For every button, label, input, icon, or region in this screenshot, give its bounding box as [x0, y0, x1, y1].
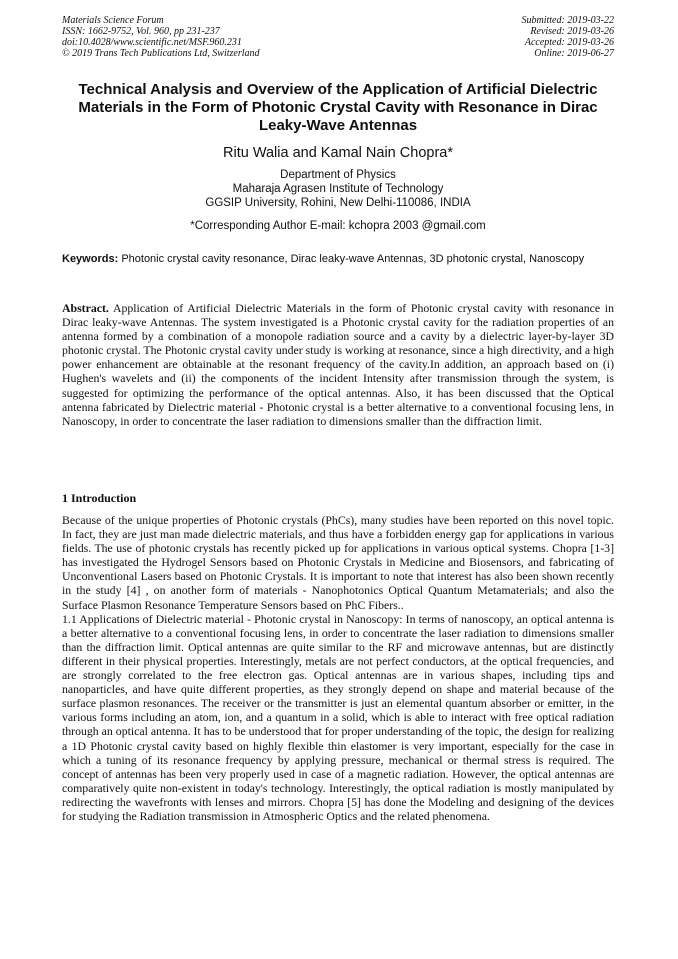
section-heading-introduction: 1 Introduction — [62, 491, 137, 505]
introduction-body — [62, 513, 614, 823]
abstract — [62, 301, 614, 428]
paper-authors: Ritu Walia and Kamal Nain Chopra* — [223, 145, 453, 161]
journal-copyright: © 2019 Trans Tech Publications Ltd, Switzerland — [62, 48, 260, 59]
date-accepted: Accepted: 2019-03-26 — [524, 37, 614, 48]
abstract-text: Application of Artificial Dielectric Materials in the form of Photonic crystal cavity with resonance in Dirac leaky-wave Antennas. The system investigated is a Photonic crystal cavity for the radiation properties of an antenna formed by a combination of a monopole radiation source and a cavity by a dielectric layer-by-layer 3D photonic crystal. The Photonic crystal cavity under study is working at resonance, since a high directivity, and a high power enhancement are obtainable at the resonant frequency of the cavity.In addition, an approach based on (i) Hughen's wavelets and (ii) the components of the incident Intensity after transmission through the system, is suggested for optimizing the performance of the optical antennas. Also, it has been discussed that the Optical antenna fabricated by Dielectric material - Photonic crystal is a better alternative to a conventional focusing lens, in Nanoscopy, in order to concentrate the laser radiation to dimensions smaller than the diffraction limit. — [62, 301, 614, 428]
affiliation-institute: Maharaja Agrasen Institute of Technology — [232, 183, 444, 195]
introduction-paragraph-2: 1.1 Applications of Dielectric material - Photonic crystal in Nanoscopy: In terms of nanoscopy, an optical antenna is a better alternative to a conventional focusing lens, in order to concentrate the laser radiation to dimensions smaller than the diffraction limit. Optical antennas are quite similar to the RF and microwave antennas, but are distinctly different in their physical properties. Interestingly, metals are not perfect conductors, at the optical frequencies, and are strongly correlated to the free electron gas. Optical antennas are in various shapes, including tips and nanoparticles, and have quite different properties, as they strongly depend on shape and material because of the surface plasmon resonances. The receiver or the transmitter is just an elemental quantum absorber or emitter, in the various forms including an atom, ion, and a quantum in a solid, which is able to interact with free optical radiation through an optical antenna. It has to be understood that for proper understanding of the topic, the design for realizing a 1D Photonic crystal cavity based on highly flexible thin elastomer is very important, especially for the case in which a tuning of its resonance frequency by applying pressure, mechanical or thermal stress is required. The concept of antennas has been very properly used in case of a magnetic radiation. However, the optical antennas are comparatively quite non-existent in today's technology. Interestingly, the optical radiation is mostly manipulated by redirecting the wavefronts with lenses and mirrors. Chopra [5] has done the Modeling and designing of the devices for studying the Radiation transmission in Atmospheric Optics and the related phenomena. — [62, 611, 614, 823]
corresponding-author: *Corresponding Author E-mail: kchopra 2003 @gmail.com — [190, 220, 486, 232]
journal-name: Materials Science Forum — [62, 15, 164, 26]
introduction-paragraph-1: Because of the unique properties of Photonic crystals (PhCs), many studies have been reported on this novel topic. In fact, they are just man made dielectric materials, and thus have a forbidden energy gap for applications in various fields. The use of photonic crystals has recently picked up for applications in various optical systems. Chopra [1-3] has investigated the Hydrogel Sensors based on Photonic Crystals in Medicine and Biosensors, and fabricating of Unconventional Lasers based on Photonic Crystals. It is important to note that interest has also been shown recently in the study [4] , on another form of materials - Nanophotonics Optical Quantum Metamaterials; and also the Surface Plasmon Resonance Temperature Sensors based on PhC Fibers.. — [62, 513, 614, 612]
affiliation — [62, 168, 614, 210]
keywords-text: Photonic crystal cavity resonance, Dirac leaky-wave Antennas, 3D photonic crystal, Nanoscopy — [121, 253, 585, 265]
date-revised: Revised: 2019-03-26 — [530, 26, 614, 37]
date-online: Online: 2019-06-27 — [534, 48, 614, 59]
journal-doi[interactable]: doi:10.4028/www.scientific.net/MSF.960.231 — [62, 37, 242, 48]
keywords — [62, 253, 614, 267]
affiliation-address: GGSIP University, Rohini, New Delhi-110086, INDIA — [205, 197, 471, 209]
paper-title: Technical Analysis and Overview of the Application of Artificial Dielectric Materials in the Form of Photonic Crystal Cavity with Resonance in Dirac Leaky-Wave Antennas — [78, 81, 598, 134]
journal-issn: ISSN: 1662-9752, Vol. 960, pp 231-237 — [62, 26, 220, 37]
publication-dates — [374, 15, 614, 59]
abstract-label: Abstract. — [62, 301, 109, 315]
affiliation-department: Department of Physics — [280, 169, 396, 181]
date-submitted: Submitted: 2019-03-22 — [521, 15, 614, 26]
keywords-label: Keywords: — [62, 253, 119, 265]
journal-info — [62, 15, 362, 59]
